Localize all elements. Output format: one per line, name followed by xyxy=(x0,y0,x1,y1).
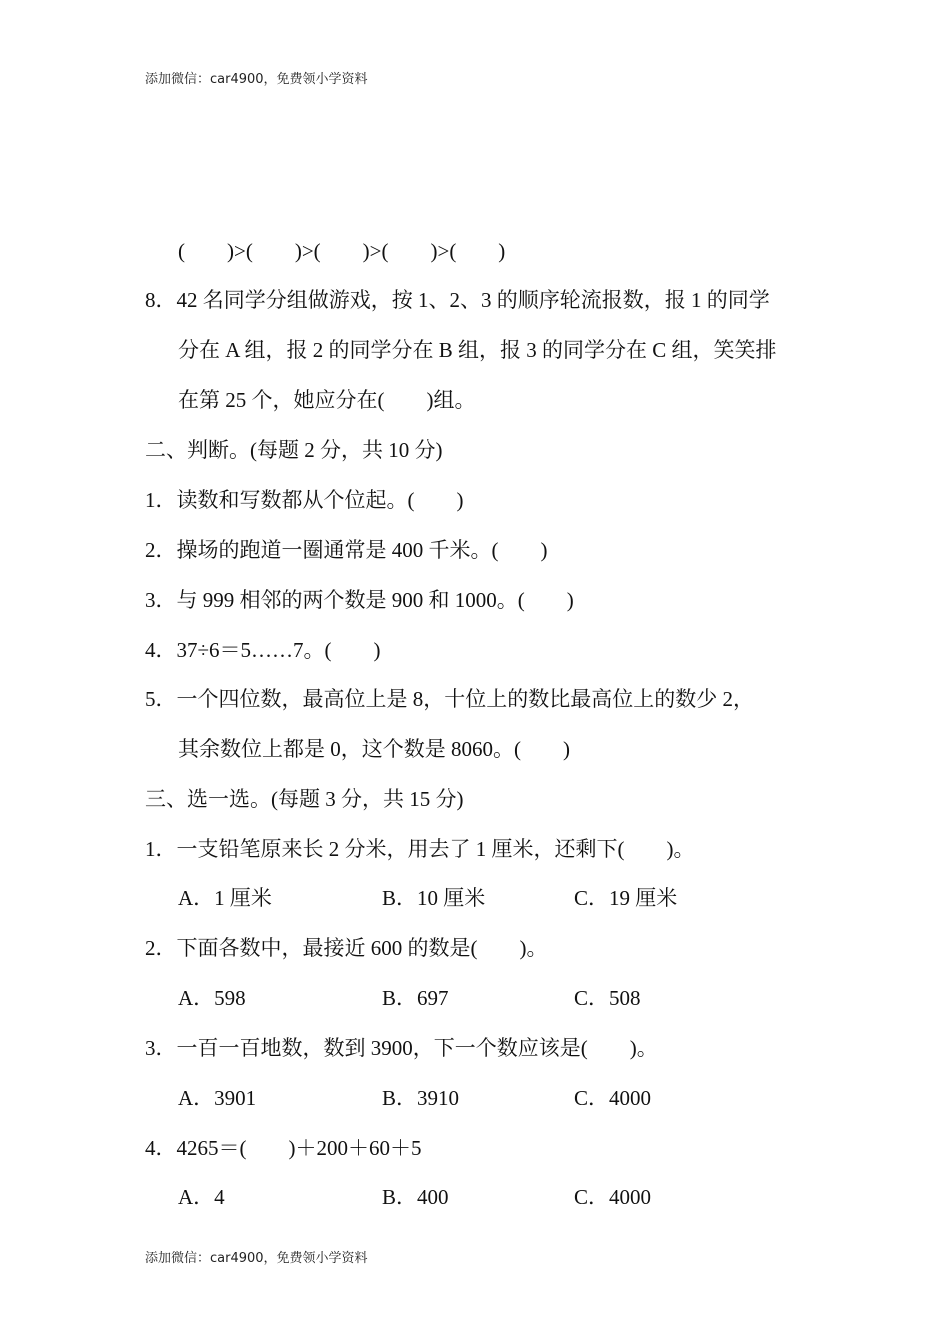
section2-item-2: 2．操场的跑道一圈通常是 400 千米。( ) xyxy=(145,538,548,562)
section3-q4-option-a: A．4 xyxy=(178,1185,225,1209)
section3-q1-stem: 1．一支铅笔原来长 2 分米，用去了 1 厘米，还剩下( )。 xyxy=(145,837,695,861)
section3-q2-option-a: A．598 xyxy=(178,986,246,1010)
section3-q4-stem: 4．4265＝( )＋200＋60＋5 xyxy=(145,1136,422,1160)
section3-q3-option-a: A．3901 xyxy=(178,1086,257,1110)
section3-q1-option-b: B．10 厘米 xyxy=(382,886,486,910)
header-watermark: 添加微信：car4900，免费领小学资料 xyxy=(145,72,368,87)
section3-q2-option-c: C．508 xyxy=(574,986,641,1010)
q8-line-1: 8．42 名同学分组做游戏，按 1、2、3 的顺序轮流报数，报 1 的同学 xyxy=(145,288,770,312)
section3-q3-option-b: B．3910 xyxy=(382,1086,460,1110)
section3-q4-option-c: C．4000 xyxy=(574,1185,652,1209)
section3-q2-option-b: B．697 xyxy=(382,986,449,1010)
section3-q4-option-b: B．400 xyxy=(382,1185,449,1209)
section3-q2-stem: 2．下面各数中，最接近 600 的数是( )。 xyxy=(145,936,548,960)
section2-item-5-line-2: 其余数位上都是 0，这个数是 8060。( ) xyxy=(178,737,570,761)
section2-item-3: 3．与 999 相邻的两个数是 900 和 1000。( ) xyxy=(145,588,574,612)
q7-answer-line: ( )>( )>( )>( )>( ) xyxy=(178,239,506,263)
section2-item-5-line-1: 5．一个四位数，最高位上是 8，十位上的数比最高位上的数少 2， xyxy=(145,687,754,711)
q8-line-2: 分在 A 组，报 2 的同学分在 B 组，报 3 的同学分在 C 组，笑笑排 xyxy=(178,338,777,362)
section3-q3-stem: 3．一百一百地数，数到 3900，下一个数应该是( )。 xyxy=(145,1036,658,1060)
footer-watermark: 添加微信：car4900，免费领小学资料 xyxy=(145,1251,368,1266)
section3-q1-option-a: A．1 厘米 xyxy=(178,886,272,910)
section2-item-4: 4．37÷6＝5……7。( ) xyxy=(145,638,381,662)
section2-item-1: 1．读数和写数都从个位起。( ) xyxy=(145,488,464,512)
section2-title: 二、判断。(每题 2 分，共 10 分) xyxy=(145,438,443,462)
section3-title: 三、选一选。(每题 3 分，共 15 分) xyxy=(145,787,464,811)
section3-q1-option-c: C．19 厘米 xyxy=(574,886,678,910)
section3-q3-option-c: C．4000 xyxy=(574,1086,652,1110)
q8-line-3: 在第 25 个，她应分在( )组。 xyxy=(178,388,476,412)
